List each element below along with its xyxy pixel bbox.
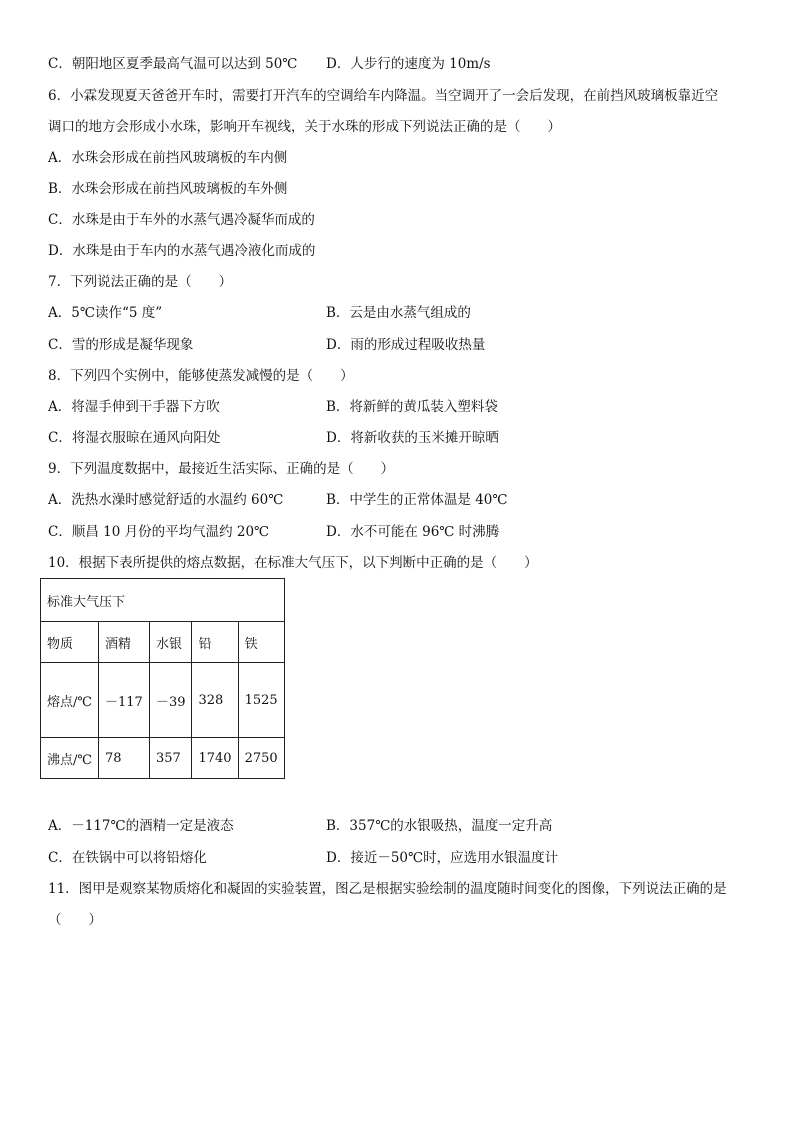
q7-option-b: B．云是由水蒸气组成的 — [326, 305, 471, 321]
table-cell: 2750 — [238, 738, 284, 779]
q8-stem: 8．下列四个实例中，能够使蒸发减慢的是（ ） — [48, 368, 354, 384]
q5-option-c: C．朝阳地区夏季最高气温可以达到 50℃ — [48, 56, 298, 72]
q8-option-c: C．将湿衣服晾在通风向阳处 — [48, 430, 221, 446]
q7-option-d: D．雨的形成过程吸收热量 — [326, 337, 486, 353]
table-cell: 328 — [192, 663, 238, 738]
table-cell: 1740 — [192, 738, 238, 779]
q10-option-d: D．接近－50℃时，应选用水银温度计 — [326, 850, 559, 866]
q6-option-c: C．水珠是由于车外的水蒸气遇冷凝华而成的 — [48, 212, 315, 228]
q10-option-b: B．357℃的水银吸热，温度一定升高 — [326, 818, 553, 834]
table-header-cell: 酒精 — [98, 622, 149, 663]
q6-option-d: D．水珠是由于车内的水蒸气遇冷液化而成的 — [48, 243, 316, 259]
q9-option-b: B．中学生的正常体温是 40℃ — [326, 492, 508, 508]
table-title: 标准大气压下 — [41, 579, 285, 622]
q11-stem-line2: （ ） — [48, 912, 102, 928]
q6-option-b: B．水珠会形成在前挡风玻璃板的车外侧 — [48, 181, 288, 197]
table-header-cell: 铁 — [238, 622, 284, 663]
table-cell: －39 — [149, 663, 192, 738]
table-cell: －117 — [98, 663, 149, 738]
melting-point-table — [40, 578, 285, 779]
table-row-label: 熔点/℃ — [41, 663, 99, 738]
table-row-boiling — [41, 738, 285, 779]
table-row-label: 沸点/℃ — [41, 738, 99, 779]
q7-stem: 7．下列说法正确的是（ ） — [48, 274, 233, 290]
q6-option-a: A．水珠会形成在前挡风玻璃板的车内侧 — [48, 150, 288, 166]
q8-option-b: B．将新鲜的黄瓜装入塑料袋 — [326, 399, 498, 415]
q6-stem-line1: 6．小霖发现夏天爸爸开车时，需要打开汽车的空调给车内降温。当空调开了一会后发现，在前挡风玻璃板靠近空 — [48, 88, 719, 104]
table-cell: 1525 — [238, 663, 284, 738]
q10-option-a: A．－117℃的酒精一定是液态 — [48, 818, 234, 834]
q6-stem-line2: 调口的地方会形成小水珠，影响开车视线，关于水珠的形成下列说法正确的是（ ） — [48, 119, 561, 135]
table-cell: 78 — [98, 738, 149, 779]
q9-stem: 9．下列温度数据中，最接近生活实际、正确的是（ ） — [48, 461, 395, 477]
q9-option-d: D．水不可能在 96℃ 时沸腾 — [326, 524, 500, 540]
q7-option-a: A．5℃读作“5 度” — [48, 305, 163, 321]
q8-option-d: D．将新收获的玉米摊开晾晒 — [326, 430, 499, 446]
q8-option-a: A．将湿手伸到干手器下方吹 — [48, 399, 220, 415]
q11-stem-line1: 11．图甲是观察某物质熔化和凝固的实验装置，图乙是根据实验绘制的温度随时间变化的图像，下列说法正确的是 — [48, 881, 727, 897]
q7-option-c: C．雪的形成是凝华现象 — [48, 337, 194, 353]
q9-option-a: A．洗热水澡时感觉舒适的水温约 60℃ — [48, 492, 284, 508]
q10-option-c: C．在铁锅中可以将铅熔化 — [48, 850, 207, 866]
table-header-cell: 物质 — [41, 622, 99, 663]
q10-stem: 10．根据下表所提供的熔点数据，在标准大气压下，以下判断中正确的是（ ） — [48, 555, 538, 571]
table-header-row — [41, 622, 285, 663]
table-header-cell: 铅 — [192, 622, 238, 663]
table-header-cell: 水银 — [149, 622, 192, 663]
table-cell: 357 — [149, 738, 192, 779]
q5-option-d: D．人步行的速度为 10m/s — [326, 56, 491, 72]
q9-option-c: C．顺昌 10 月份的平均气温约 20℃ — [48, 524, 270, 540]
table-row-melting — [41, 663, 285, 738]
